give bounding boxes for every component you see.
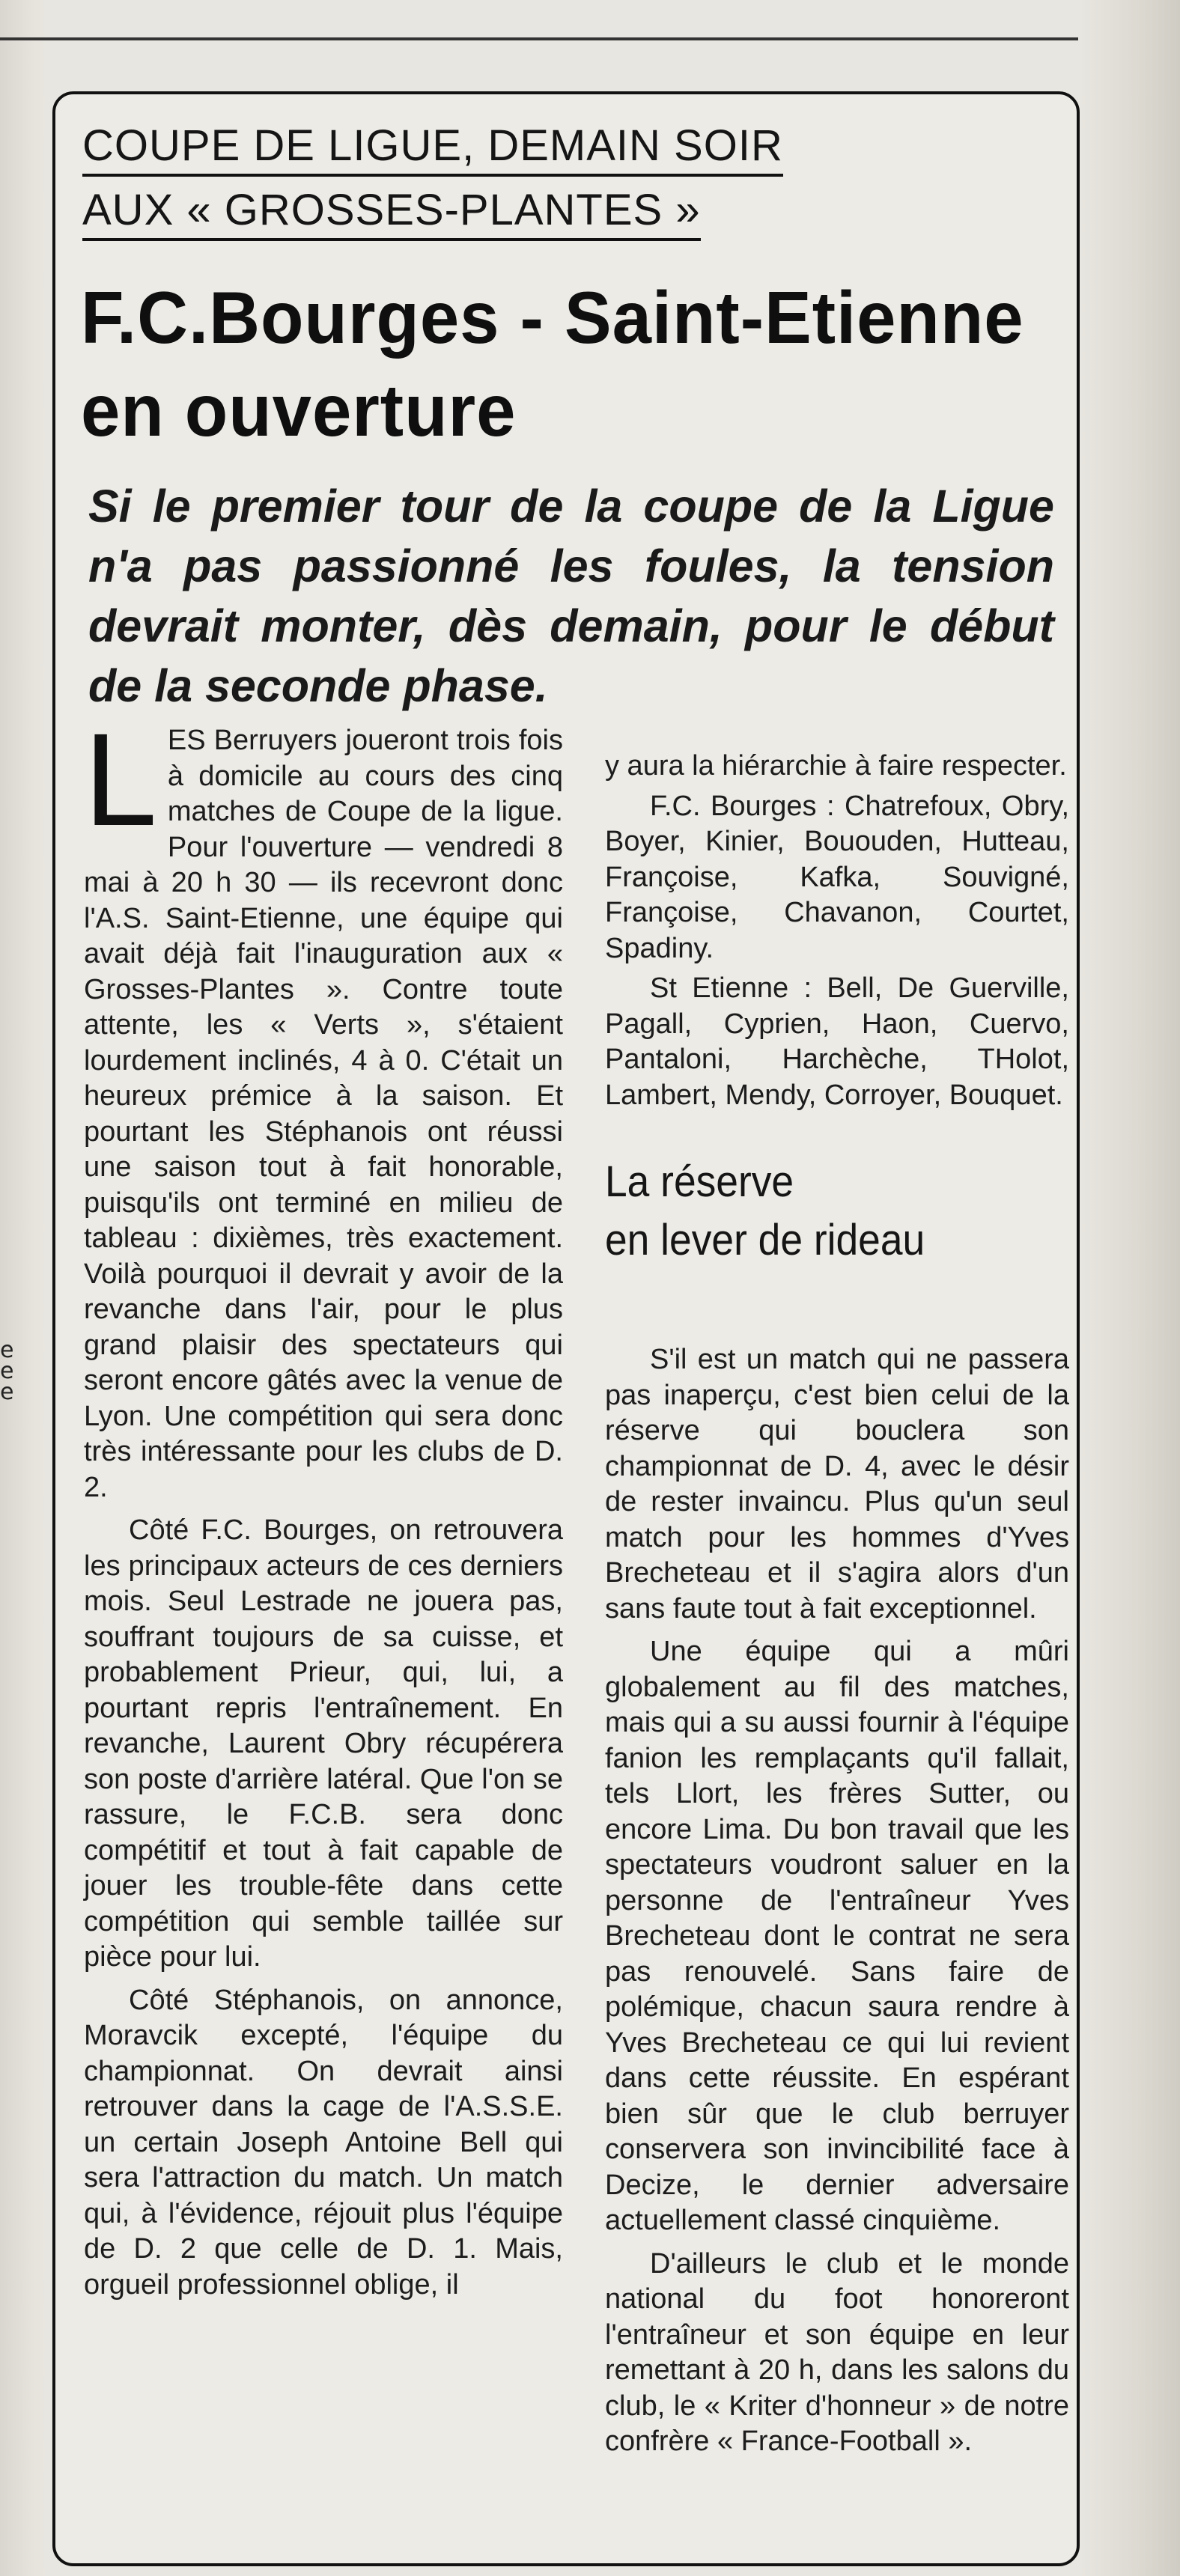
subhead — [605, 1153, 1032, 1270]
adjacent-page-left — [0, 0, 46, 2576]
margin-mark: e — [0, 1379, 14, 1405]
right-column-top — [605, 749, 1069, 1118]
dropcap: L — [84, 707, 157, 853]
adjacent-page-right — [1079, 0, 1180, 2576]
headline-line-2: en ouverture — [81, 369, 517, 451]
subhead-line-1: La réserve — [605, 1157, 794, 1206]
subhead-line-2: en lever de rideau — [605, 1216, 925, 1264]
kicker-line-2: AUX « GROSSES-PLANTES » — [82, 184, 701, 241]
margin-mark: e — [0, 1337, 14, 1363]
kicker-line-1: COUPE DE LIGUE, DEMAIN SOIR — [82, 120, 783, 177]
headline — [81, 271, 1037, 457]
lineup-saint-etienne: St Etienne : Bell, De Guerville, Pagall, Cyprien, Haon, Cuervo, Pantaloni, Harchèche, THolot, Lambert, Mendy, Corroyer, Bouquet. — [605, 972, 1069, 1111]
left-column — [84, 707, 563, 2310]
left-paragraph-1-text: ES Berruyers joueront trois fois à domicile au cours des cinq matches de Coupe de la ligue. Pour l'ouverture — vendredi 8 mai à 20 h 30 — ils recevront donc l'A.S. Saint-Etienne, une équipe qui avait déjà fait l'inauguration aux « Grosses-Plantes ». Contre toute attente, les « Verts », s'étaient lourdement inclinés, 4 à 0. C'était un heureux prémice à la saison. Et pourtant les Stéphanois ont réussi une saison tout à fait honorable, puisqu'ils ont terminé en milieu de tableau : dixièmes, très exactement. Voilà pourquoi il devrait y avoir de la revanche dans l'air, pour le plus grand plaisir des spectateurs qui seront encore gâtés avec la venue de Lyon. Une compétition qui sera donc très intéressante pour les clubs de D. 2. — [84, 725, 563, 1503]
right-paragraph-4: S'il est un match qui ne passera pas inaperçu, c'est bien celui de la réserve qui bouclera son championnat de D. 4, avec le désir de rester invaincu. Plus qu'un seul match pour les hommes d'Yves Brecheteau et il s'agira alors d'un sans faute tout à fait exceptionnel. — [605, 1344, 1069, 1625]
right-column — [605, 1342, 1069, 2467]
margin-marks — [0, 1337, 14, 1405]
right-paragraph-6: D'ailleurs le club et le monde national du foot honoreront l'entraîneur et son équipe en leur remettant à 20 h, dans les salons du club, le « Kriter d'honneur » de notre confrère « France-Football ». — [605, 2247, 1069, 2457]
margin-mark: e — [0, 1358, 14, 1384]
kicker — [82, 120, 1056, 249]
lineup-bourges: F.C. Bourges : Chatrefoux, Obry, Boyer, Kinier, Bououden, Hutteau, Françoise, Kafka, Souvigné, Françoise, Chavanon, Courtet, Spadiny. — [605, 790, 1069, 964]
right-paragraph-1: y aura la hiérarchie à faire respecter. — [605, 750, 1067, 782]
left-paragraph-1 — [84, 707, 563, 1505]
right-paragraph-5: Une équipe qui a mûri globalement au fil des matches, mais qui a su aussi fournir à l'équipe fanion les remplaçants qu'il fallait, tels Llort, les frères Sutter, ou encore Lima. Du bon travail que les spectateurs voudront saluer en la personne de l'entraîneur Yves Brecheteau dont le contrat ne sera pas renouvelé. Sans faire de polémique, chacun saura rendre à Yves Brecheteau ce qui lui revient dans cette réussite. En espérant bien sûr que le club berruyer conservera son invincibilité face à Decize, le dernier adversaire actuellement classé cinquième. — [605, 1636, 1069, 2236]
headline-line-1: F.C.Bourges - Saint-Etienne — [81, 276, 1024, 359]
left-paragraph-3: Côté Stéphanois, on annonce, Moravcik excepté, l'équipe du championnat. On devrait ainsi retrouver dans la cage de l'A.S.S.E. un certain Joseph Antoine Bell qui sera l'attraction du match. Un match qui, à l'évidence, réjouit plus l'équipe de D. 2 que celle de D. 1. Mais, orgueil professionnel oblige, il — [84, 1984, 563, 2301]
standfirst: Si le premier tour de la coupe de la Ligue n'a pas passionné les foules, la tension devrait monter, dès demain, pour le début de la seconde phase. — [88, 481, 1054, 711]
top-rule — [0, 37, 1078, 40]
left-paragraph-2: Côté F.C. Bourges, on retrouvera les principaux acteurs de ces derniers mois. Seul Lestrade ne jouera pas, souffrant toujours de sa cuisse, et probablement Prieur, qui, lui, a pourtant repris l'entraînement. En revanche, Laurent Obry récupérera son poste d'arrière latéral. Que l'on se rassure, le F.C.B. sera donc compétitif et tout à fait capable de jouer les trouble-fête dans cette compétition qui semble taillée sur pièce pour lui. — [84, 1514, 563, 1973]
